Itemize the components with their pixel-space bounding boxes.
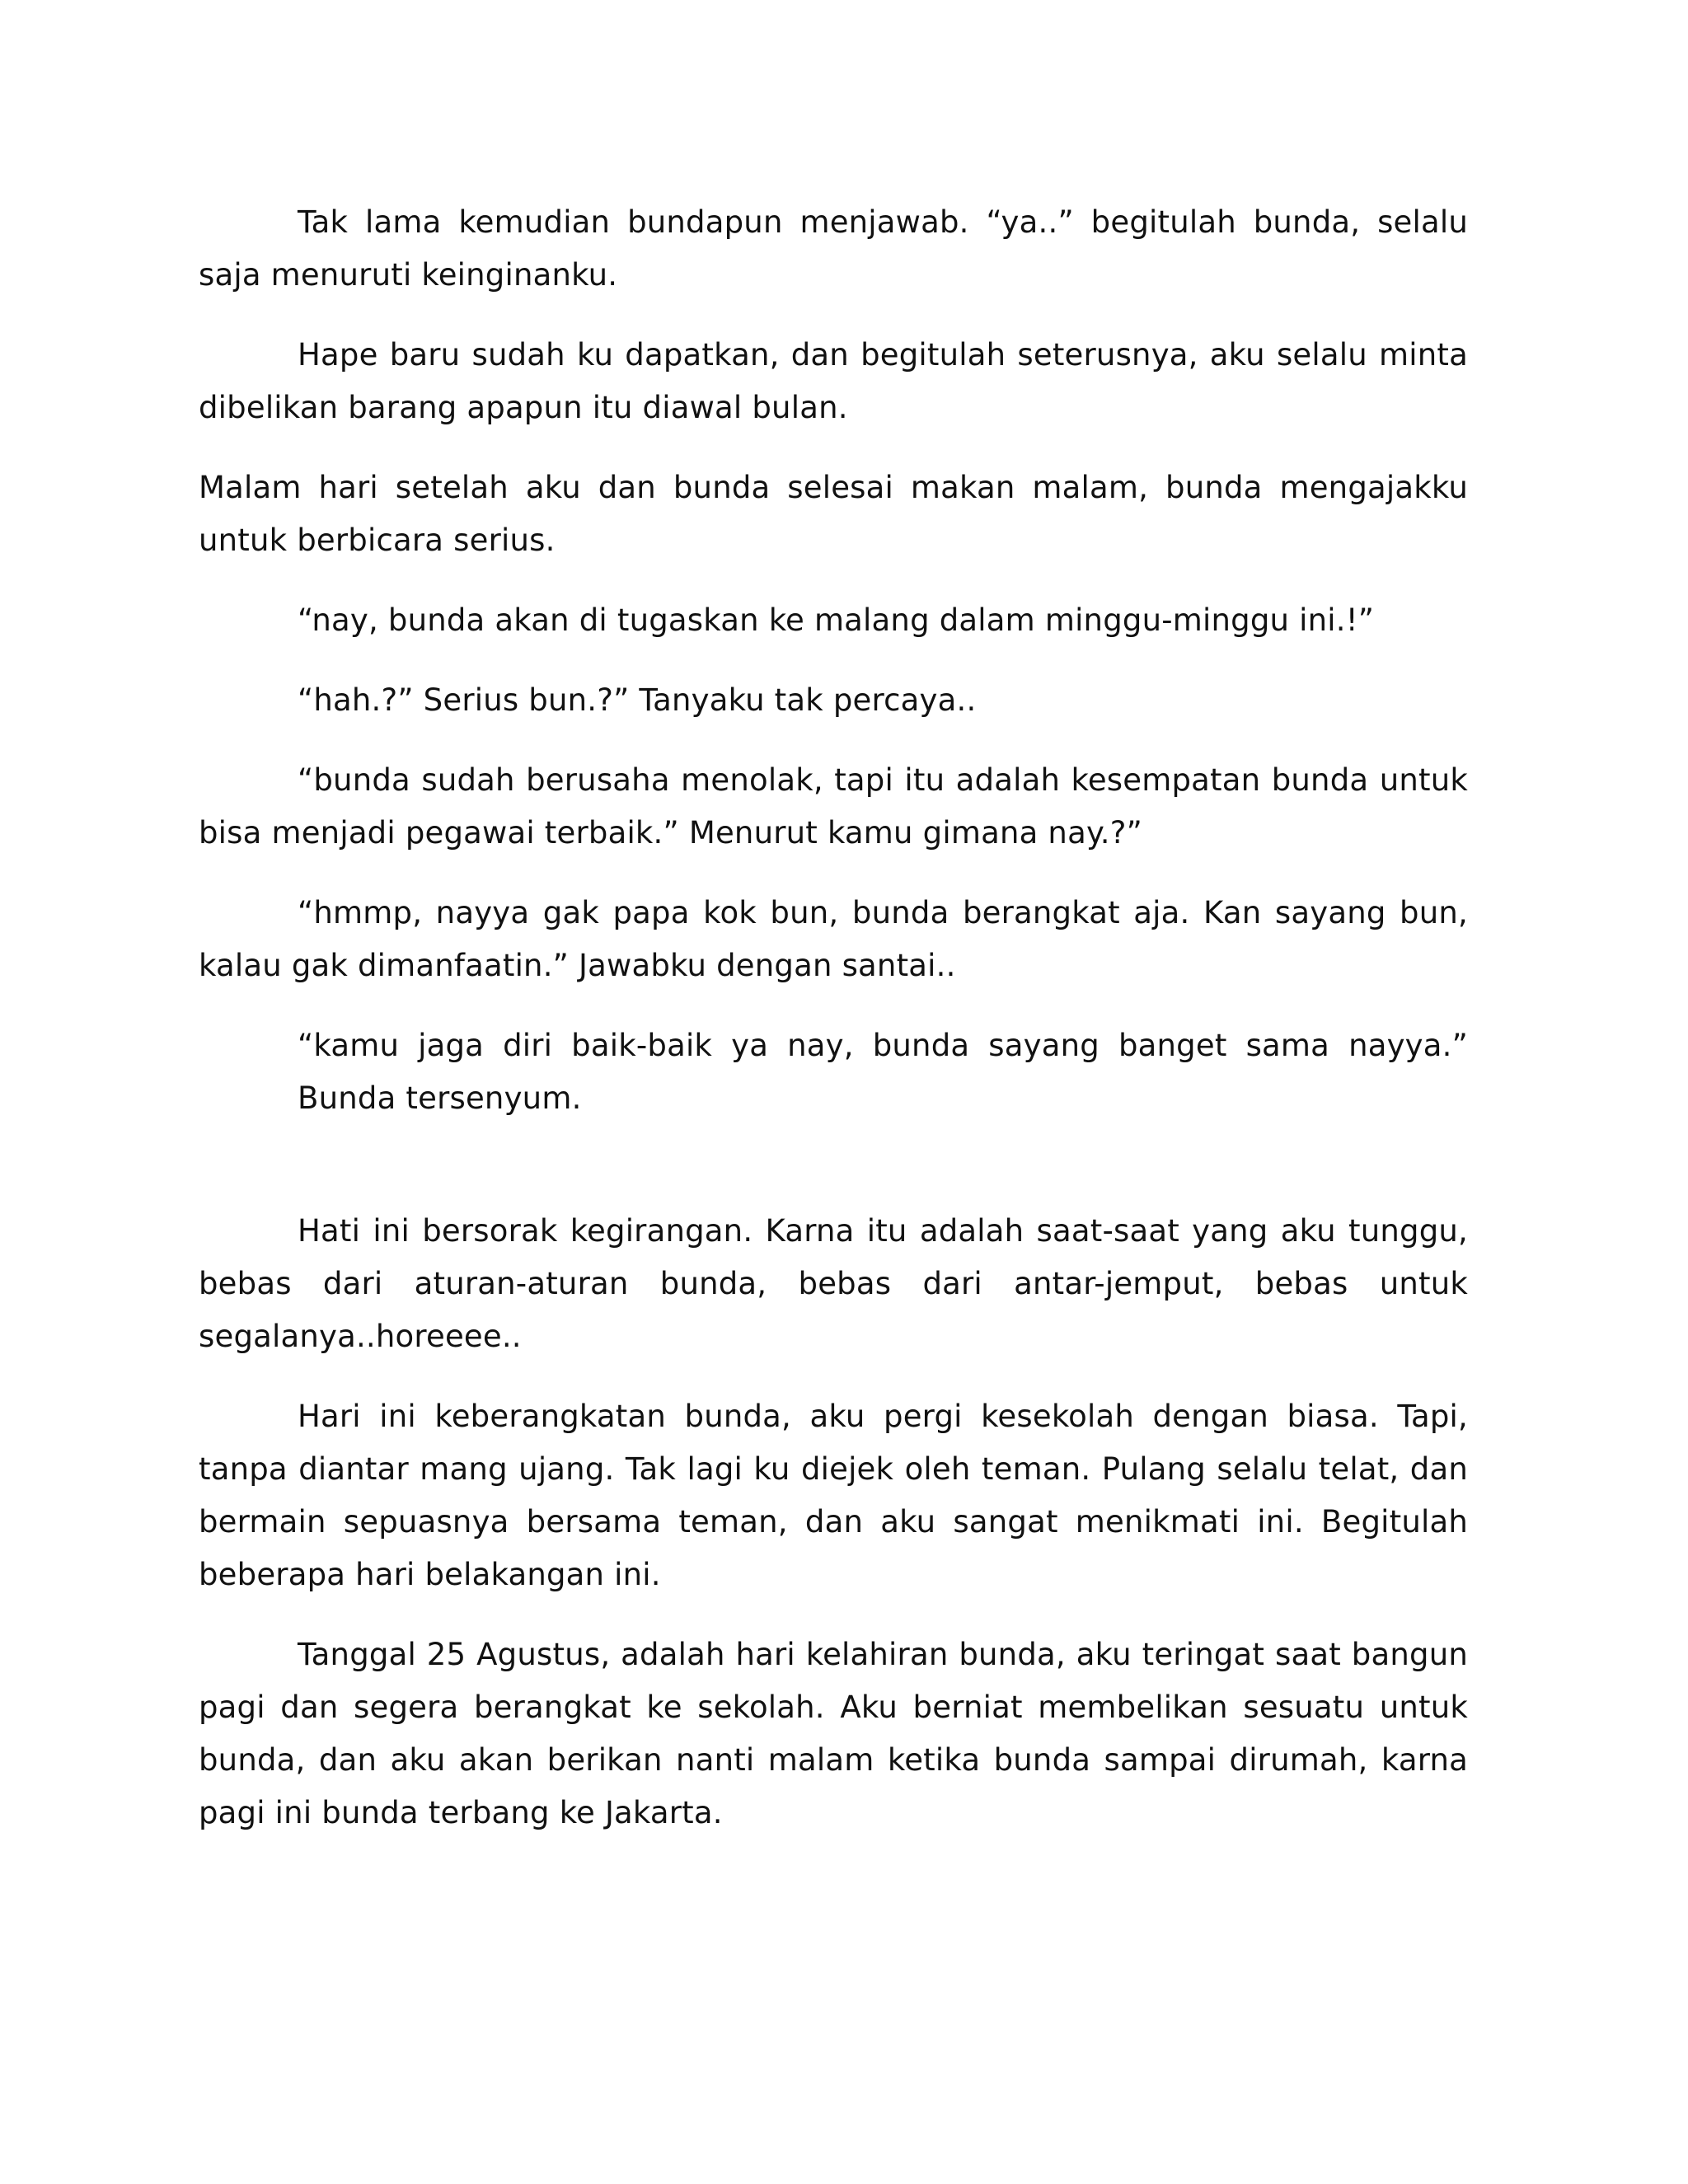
dialogue-1: “nay, bunda akan di tugaskan ke malang dalam minggu-minggu ini.!” bbox=[298, 602, 1375, 638]
paragraph-5: Hari ini keberangkatan bunda, aku pergi kesekolah dengan biasa. Tapi, tanpa diantar mang ujang. Tak lagi ku diejek oleh teman. Pulang selalu telat, dan bermain sepuasnya bersama teman, dan aku sangat menikmati ini. Begitulah beberapa hari belakangan ini. bbox=[199, 1399, 1468, 1592]
paragraph-4: Hati ini bersorak kegirangan. Karna itu adalah saat-saat yang aku tunggu, bebas dari aturan-aturan bunda, bebas dari antar-jemput, bebas untuk segalanya..horeeee.. bbox=[199, 1213, 1468, 1354]
dialogue-5: “kamu jaga diri baik-baik ya nay, bunda sayang banget sama nayya.” Bunda tersenyum. bbox=[298, 1028, 1468, 1116]
paragraph-2: Hape baru sudah ku dapatkan, dan begitulah seterusnya, aku selalu minta dibelikan barang apapun itu diawal bulan. bbox=[199, 337, 1468, 425]
dialogue-3: “bunda sudah berusaha menolak, tapi itu adalah kesempatan bunda untuk bisa menjadi pegawai terbaik.” Menurut kamu gimana nay.?” bbox=[199, 762, 1468, 851]
paragraph-3: Malam hari setelah aku dan bunda selesai makan malam, bunda mengajakku untuk berbicara serius. bbox=[199, 470, 1468, 558]
document-body bbox=[199, 196, 1468, 1840]
paragraph-6: Tanggal 25 Agustus, adalah hari kelahiran bunda, aku teringat saat bangun pagi dan segera berangkat ke sekolah. Aku berniat membelikan sesuatu untuk bunda, dan aku akan berikan nanti malam ketika bunda sampai dirumah, karna pagi ini bunda terbang ke Jakarta. bbox=[199, 1637, 1468, 1830]
paragraph-1: Tak lama kemudian bundapun menjawab. “ya..” begitulah bunda, selalu saja menuruti keinginanku. bbox=[199, 204, 1468, 293]
dialogue-2: “hah.?” Serius bun.?” Tanyaku tak percaya.. bbox=[298, 682, 977, 718]
dialogue-4: “hmmp, nayya gak papa kok bun, bunda berangkat aja. Kan sayang bun, kalau gak dimanfaatin.” Jawabku dengan santai.. bbox=[199, 895, 1468, 983]
